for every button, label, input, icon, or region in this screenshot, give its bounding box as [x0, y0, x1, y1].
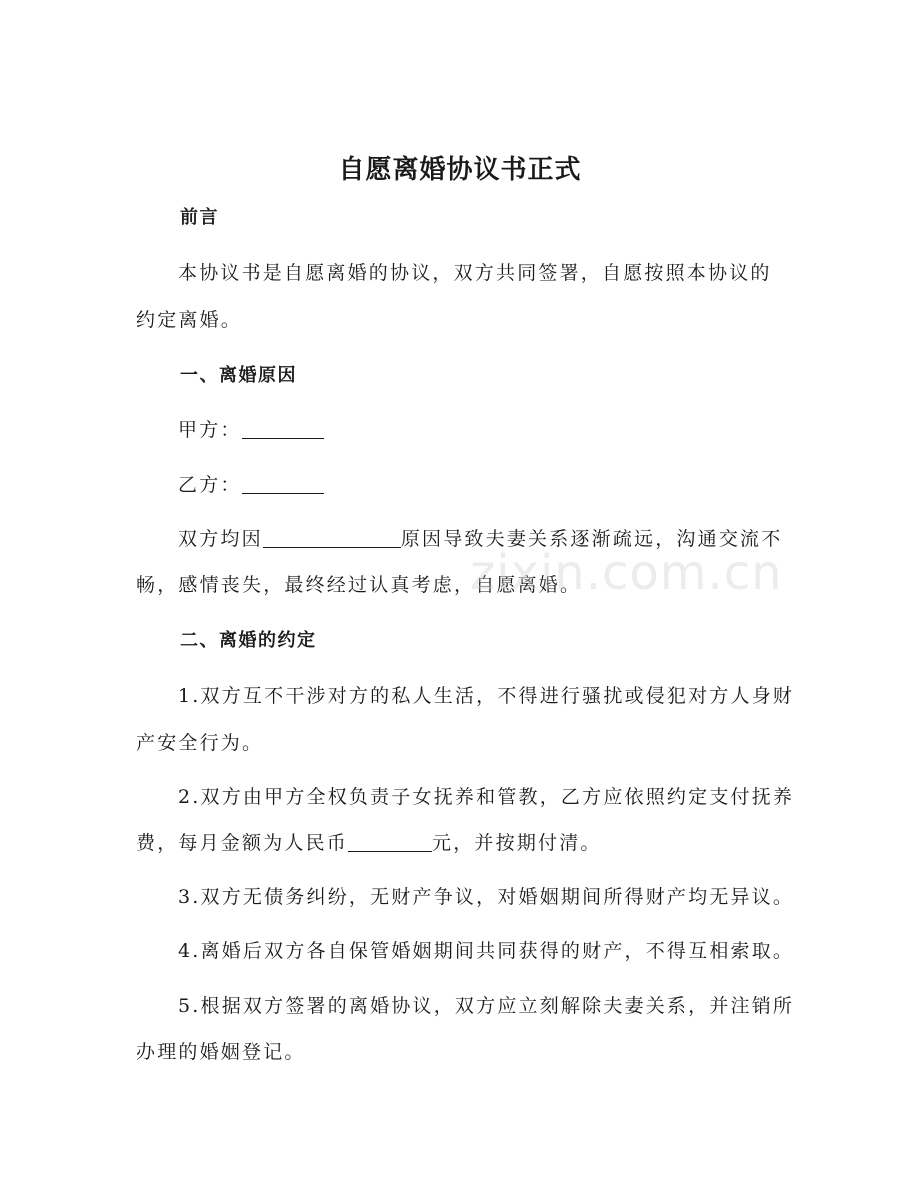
watermark: zixin.com.cn — [470, 545, 783, 601]
document-title: 自愿离婚协议书正式 — [338, 155, 582, 185]
section-1-heading: 一、离婚原因 — [180, 365, 297, 386]
party-b-label: 乙方： — [178, 474, 242, 496]
party-b-line — [178, 471, 324, 499]
section-2-heading: 二、离婚的约定 — [180, 630, 317, 651]
preface-line-2: 约定离婚。 — [136, 309, 243, 331]
item-4: 4.离婚后双方各自保管婚姻期间共同获得的财产，不得互相索取。 — [178, 940, 795, 962]
preface-line-1: 本协议书是自愿离婚的协议，双方共同签署，自愿按照本协议的 — [178, 262, 772, 284]
item-1-line-2: 产安全行为。 — [136, 732, 264, 754]
party-a-label: 甲方： — [178, 419, 242, 441]
item-3: 3.双方无债务纠纷，无财产争议，对婚姻期间所得财产均无异议。 — [178, 886, 795, 908]
reason-suffix: 原因导致夫妻关系逐渐疏远，沟通交流不 — [400, 528, 783, 550]
reason-line-2: 畅，感情丧失，最终经过认真考虑，自愿离婚。 — [136, 574, 582, 596]
party-b-blank — [242, 473, 324, 494]
item-2-line-1: 2.双方由甲方全权负责子女抚养和管教，乙方应依照约定支付抚养 — [178, 786, 795, 808]
item-2-line-2 — [136, 829, 602, 857]
party-a-blank — [242, 418, 324, 439]
reason-prefix: 双方均因 — [178, 528, 263, 550]
item-1-line-1: 1.双方互不干涉对方的私人生活，不得进行骚扰或侵犯对方人身财 — [178, 685, 795, 707]
item-2-suffix: 元，并按期付清。 — [432, 832, 602, 854]
item-5-line-2: 办理的婚姻登记。 — [136, 1041, 306, 1063]
monthly-amount-blank — [348, 831, 432, 852]
item-2-prefix: 费，每月金额为人民币 — [136, 832, 349, 854]
item-5-line-1: 5.根据双方签署的离婚协议，双方应立刻解除夫妻关系，并注销所 — [178, 995, 795, 1017]
reason-blank — [263, 527, 401, 548]
party-a-line — [178, 416, 324, 444]
preface-heading: 前言 — [180, 207, 219, 228]
